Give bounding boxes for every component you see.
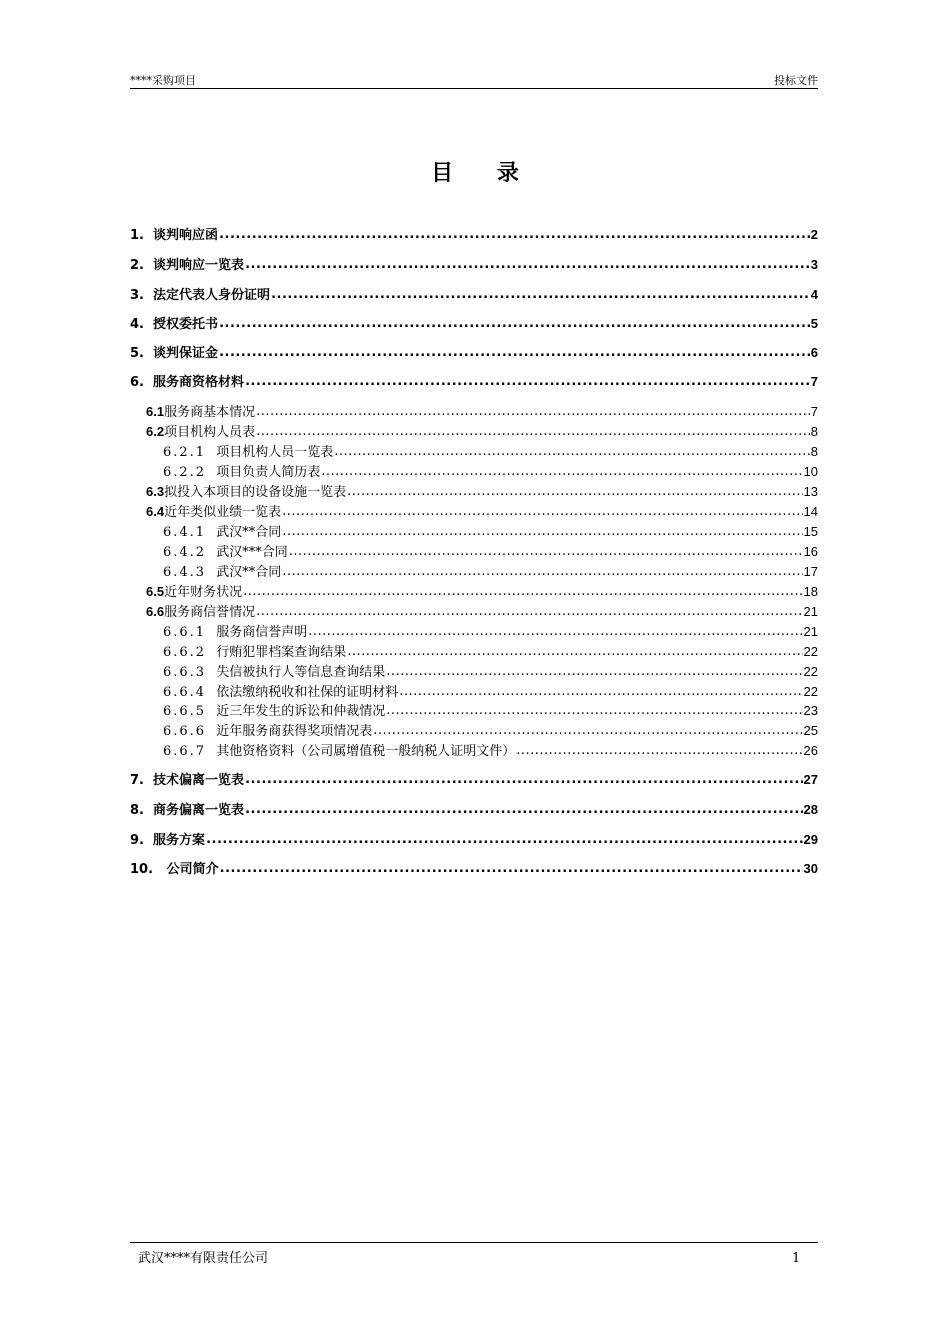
- footer-divider: [130, 1242, 818, 1243]
- toc-entry-label: [130, 858, 219, 877]
- toc-leader-dots: [282, 503, 802, 516]
- toc-leader-dots: [386, 702, 802, 715]
- footer-company: 武汉****有限责任公司: [138, 1251, 269, 1266]
- toc-leader-dots: [347, 483, 802, 496]
- toc-entry-title: 依法缴纳税收和社保的证明材料: [216, 685, 399, 700]
- toc-leader-dots: [386, 663, 802, 676]
- toc-entry-title: 商务偏离一览表: [153, 803, 245, 818]
- toc-leader-dots: [282, 523, 802, 536]
- toc-entry-page: 8: [810, 424, 818, 439]
- toc-entry-number: 3.: [130, 288, 144, 303]
- toc-entry-title: 服务商信誉声明: [216, 625, 308, 640]
- toc-entry-label: [146, 581, 242, 600]
- toc-entry-number: 1.: [130, 228, 144, 243]
- toc-entry[interactable]: [130, 621, 818, 640]
- toc-entry-number: 9.: [130, 833, 144, 848]
- toc-entry-number: 6.2.1: [163, 445, 207, 460]
- toc-entry-title: 谈判响应函: [153, 228, 219, 243]
- toc-entry-number: 6.6.3: [163, 665, 207, 680]
- toc-entry-title: 服务商基本情况: [164, 405, 256, 420]
- toc-entry-label: [163, 561, 281, 580]
- toc-entry-number: 6.4.2: [163, 545, 207, 560]
- toc-entry[interactable]: [130, 641, 818, 660]
- toc-entry-page: 3: [810, 257, 818, 272]
- toc-entry[interactable]: [130, 661, 818, 680]
- toc-entry[interactable]: [130, 799, 818, 818]
- toc-entry-label: [130, 284, 270, 303]
- toc-leader-dots: [243, 583, 802, 596]
- toc-entry-number: 10.: [130, 862, 154, 877]
- toc-entry-number: 6.6.6: [163, 724, 207, 739]
- toc-entry-page: 7: [810, 374, 818, 389]
- toc-leader-dots: [271, 286, 810, 299]
- toc-entry-label: [163, 621, 307, 640]
- toc-entry[interactable]: [130, 401, 818, 420]
- header-doc-type: 投标文件: [774, 74, 818, 87]
- toc-entry-page: 13: [803, 484, 818, 499]
- toc-entry-label: [146, 481, 346, 500]
- toc-entry-page: 10: [803, 464, 818, 479]
- toc-leader-dots: [289, 543, 803, 556]
- toc-entry-number: 6.1: [146, 404, 165, 419]
- toc-entry-page: 26: [803, 743, 818, 758]
- toc-entry-number: 6.4.1: [163, 525, 207, 540]
- toc-leader-dots: [245, 801, 802, 814]
- toc-entry-label: [130, 371, 244, 390]
- toc-leader-dots: [220, 860, 803, 873]
- toc-entry-page: 22: [803, 684, 818, 699]
- toc-entry-title: 服务商信誉情况: [164, 605, 256, 620]
- toc-entry-label: [130, 313, 218, 332]
- toc-entry-title: 近年服务商获得奖项情况表: [216, 724, 373, 739]
- toc-entry-title: 项目负责人简历表: [216, 465, 321, 480]
- toc-entry-page: 28: [803, 802, 818, 817]
- toc-entry-page: 18: [803, 584, 818, 599]
- toc-entry[interactable]: [130, 501, 818, 520]
- toc-leader-dots: [308, 623, 802, 636]
- toc-entry-page: 29: [803, 832, 818, 847]
- toc-entry-number: 7.: [130, 773, 144, 788]
- toc-entry-number: 6.6.4: [163, 685, 207, 700]
- toc-entry[interactable]: [130, 313, 818, 332]
- toc-entry-title: 谈判保证金: [153, 346, 219, 361]
- toc-leader-dots: [256, 403, 810, 416]
- toc-entry[interactable]: [130, 581, 818, 600]
- toc-entry-page: 25: [803, 723, 818, 738]
- toc-entry[interactable]: [130, 601, 818, 620]
- toc-entry-label: [163, 661, 385, 680]
- toc-entry-title: 近年财务状况: [164, 585, 243, 600]
- toc-entry-label: [163, 521, 281, 540]
- toc-leader-dots: [245, 373, 810, 386]
- toc-leader-dots: [219, 226, 810, 239]
- toc-entry-label: [130, 224, 218, 243]
- toc-entry-page: 23: [803, 703, 818, 718]
- toc-entry-page: 30: [803, 861, 818, 876]
- toc-leader-dots: [256, 423, 810, 436]
- toc-leader-dots: [219, 315, 810, 328]
- toc-entry[interactable]: [130, 371, 818, 390]
- toc-entry-label: [130, 254, 244, 273]
- toc-entry[interactable]: [130, 561, 818, 580]
- toc-leader-dots: [347, 643, 802, 656]
- toc-entry-label: [163, 681, 398, 700]
- toc-leader-dots: [282, 563, 802, 576]
- toc-entry-page: 8: [810, 444, 818, 459]
- toc-entry-label: [163, 461, 320, 480]
- toc-entry-page: 6: [810, 345, 818, 360]
- header-divider: [130, 88, 818, 89]
- toc-entry-label: [146, 401, 255, 420]
- toc-entry-number: 6.4: [146, 504, 165, 519]
- toc-entry-number: 6.4.3: [163, 565, 207, 580]
- toc-entry-page: 27: [803, 772, 818, 787]
- toc-entry-number: 4.: [130, 317, 144, 332]
- toc-entry-title: 武汉***合同: [216, 545, 288, 560]
- toc-entry-page: 15: [803, 524, 818, 539]
- toc-entry-page: 22: [803, 664, 818, 679]
- toc-leader-dots: [334, 443, 810, 456]
- toc-entry[interactable]: [130, 441, 818, 460]
- toc-entry-label: [163, 441, 333, 460]
- toc-entry-number: 6.3: [146, 484, 165, 499]
- toc-entry[interactable]: [130, 681, 818, 700]
- toc-entry[interactable]: [130, 421, 818, 440]
- toc-entry-label: [146, 601, 255, 620]
- toc-entry[interactable]: [130, 829, 818, 848]
- toc-entry-page: 22: [803, 644, 818, 659]
- toc-entry-title: 项目机构人员表: [164, 425, 256, 440]
- toc-entry-title: 技术偏离一览表: [153, 773, 245, 788]
- toc-entry-title: 行贿犯罪档案查询结果: [216, 645, 347, 660]
- toc-entry-title: 法定代表人身份证明: [153, 288, 271, 303]
- toc-entry-title: 其他资格资料（公司属增值税一般纳税人证明文件）: [216, 744, 516, 759]
- toc-entry-label: [163, 541, 288, 560]
- toc-entry-label: [163, 641, 346, 660]
- toc-leader-dots: [399, 683, 802, 696]
- toc-leader-dots: [321, 463, 802, 476]
- toc-entry-number: 6.5: [146, 584, 165, 599]
- toc-entry-page: 21: [803, 604, 818, 619]
- toc-entry-page: 7: [810, 404, 818, 419]
- toc-entry-title: 拟投入本项目的设备设施一览表: [164, 485, 347, 500]
- toc-entry-label: [130, 769, 244, 788]
- toc-entry-page: 2: [810, 227, 818, 242]
- toc-leader-dots: [245, 256, 810, 269]
- header-project-name: ****采购项目: [130, 74, 196, 87]
- toc-leader-dots: [516, 742, 802, 755]
- toc-entry-label: [146, 501, 281, 520]
- toc-entry-label: [146, 421, 255, 440]
- toc-entry-title: 武汉**合同: [216, 565, 282, 580]
- toc-entry[interactable]: [130, 740, 818, 759]
- toc-entry-label: [163, 740, 515, 759]
- toc-entry-title: 授权委托书: [153, 317, 219, 332]
- toc-leader-dots: [256, 603, 802, 616]
- toc-entry-number: 6.6.5: [163, 704, 207, 719]
- toc-entry-title: 谈判响应一览表: [153, 258, 245, 273]
- toc-entry-title: 近年类似业绩一览表: [164, 505, 282, 520]
- toc-entry-label: [163, 700, 385, 719]
- toc-entry-title: 近三年发生的诉讼和仲裁情况: [216, 704, 386, 719]
- toc-entry-page: 21: [803, 624, 818, 639]
- toc-entry[interactable]: [130, 700, 818, 719]
- toc-entry-page: 17: [803, 564, 818, 579]
- toc-entry[interactable]: [130, 769, 818, 788]
- toc-entry-number: 5.: [130, 346, 144, 361]
- toc-entry[interactable]: [130, 224, 818, 243]
- toc-leader-dots: [206, 831, 802, 844]
- toc-entry-page: 14: [803, 504, 818, 519]
- toc-leader-dots: [219, 344, 810, 357]
- toc-entry-number: 2.: [130, 258, 144, 273]
- toc-entry-number: 6.6.1: [163, 625, 207, 640]
- toc-entry-title: 服务方案: [153, 833, 206, 848]
- toc-entry-number: 6.: [130, 375, 144, 390]
- toc-entry-label: [130, 342, 218, 361]
- toc-entry-title: 公司简介: [166, 862, 219, 877]
- toc-entry-title: 服务商资格材料: [153, 375, 245, 390]
- toc-entry-label: [130, 799, 244, 818]
- toc-entry-title: 武汉**合同: [216, 525, 282, 540]
- toc-entry[interactable]: [130, 720, 818, 739]
- toc-leader-dots: [245, 771, 802, 784]
- toc-entry[interactable]: [130, 342, 818, 361]
- toc-entry-number: 6.2.2: [163, 465, 207, 480]
- toc-entry[interactable]: [130, 284, 818, 303]
- toc-entry-page: 16: [803, 544, 818, 559]
- toc-entry[interactable]: [130, 254, 818, 273]
- toc-entry-number: 6.6: [146, 604, 165, 619]
- toc-entry-label: [130, 829, 205, 848]
- toc-entry[interactable]: [130, 461, 818, 480]
- toc-entry-number: 6.6.2: [163, 645, 207, 660]
- toc-entry-number: 8.: [130, 803, 144, 818]
- toc-entry[interactable]: [130, 858, 818, 877]
- toc-entry-title: 失信被执行人等信息查询结果: [216, 665, 386, 680]
- toc-entry-page: 5: [810, 316, 818, 331]
- page-title: 目 录: [431, 161, 537, 186]
- toc-entry-label: [163, 720, 372, 739]
- toc-leader-dots: [373, 722, 802, 735]
- toc-entry[interactable]: [130, 481, 818, 500]
- toc-entry-number: 6.2: [146, 424, 165, 439]
- footer-page-number: 1: [792, 1251, 801, 1266]
- toc-entry[interactable]: [130, 541, 818, 560]
- toc-entry-page: 4: [810, 287, 818, 302]
- toc-entry-title: 项目机构人员一览表: [216, 445, 334, 460]
- toc-entry[interactable]: [130, 521, 818, 540]
- toc-entry-number: 6.6.7: [163, 744, 207, 759]
